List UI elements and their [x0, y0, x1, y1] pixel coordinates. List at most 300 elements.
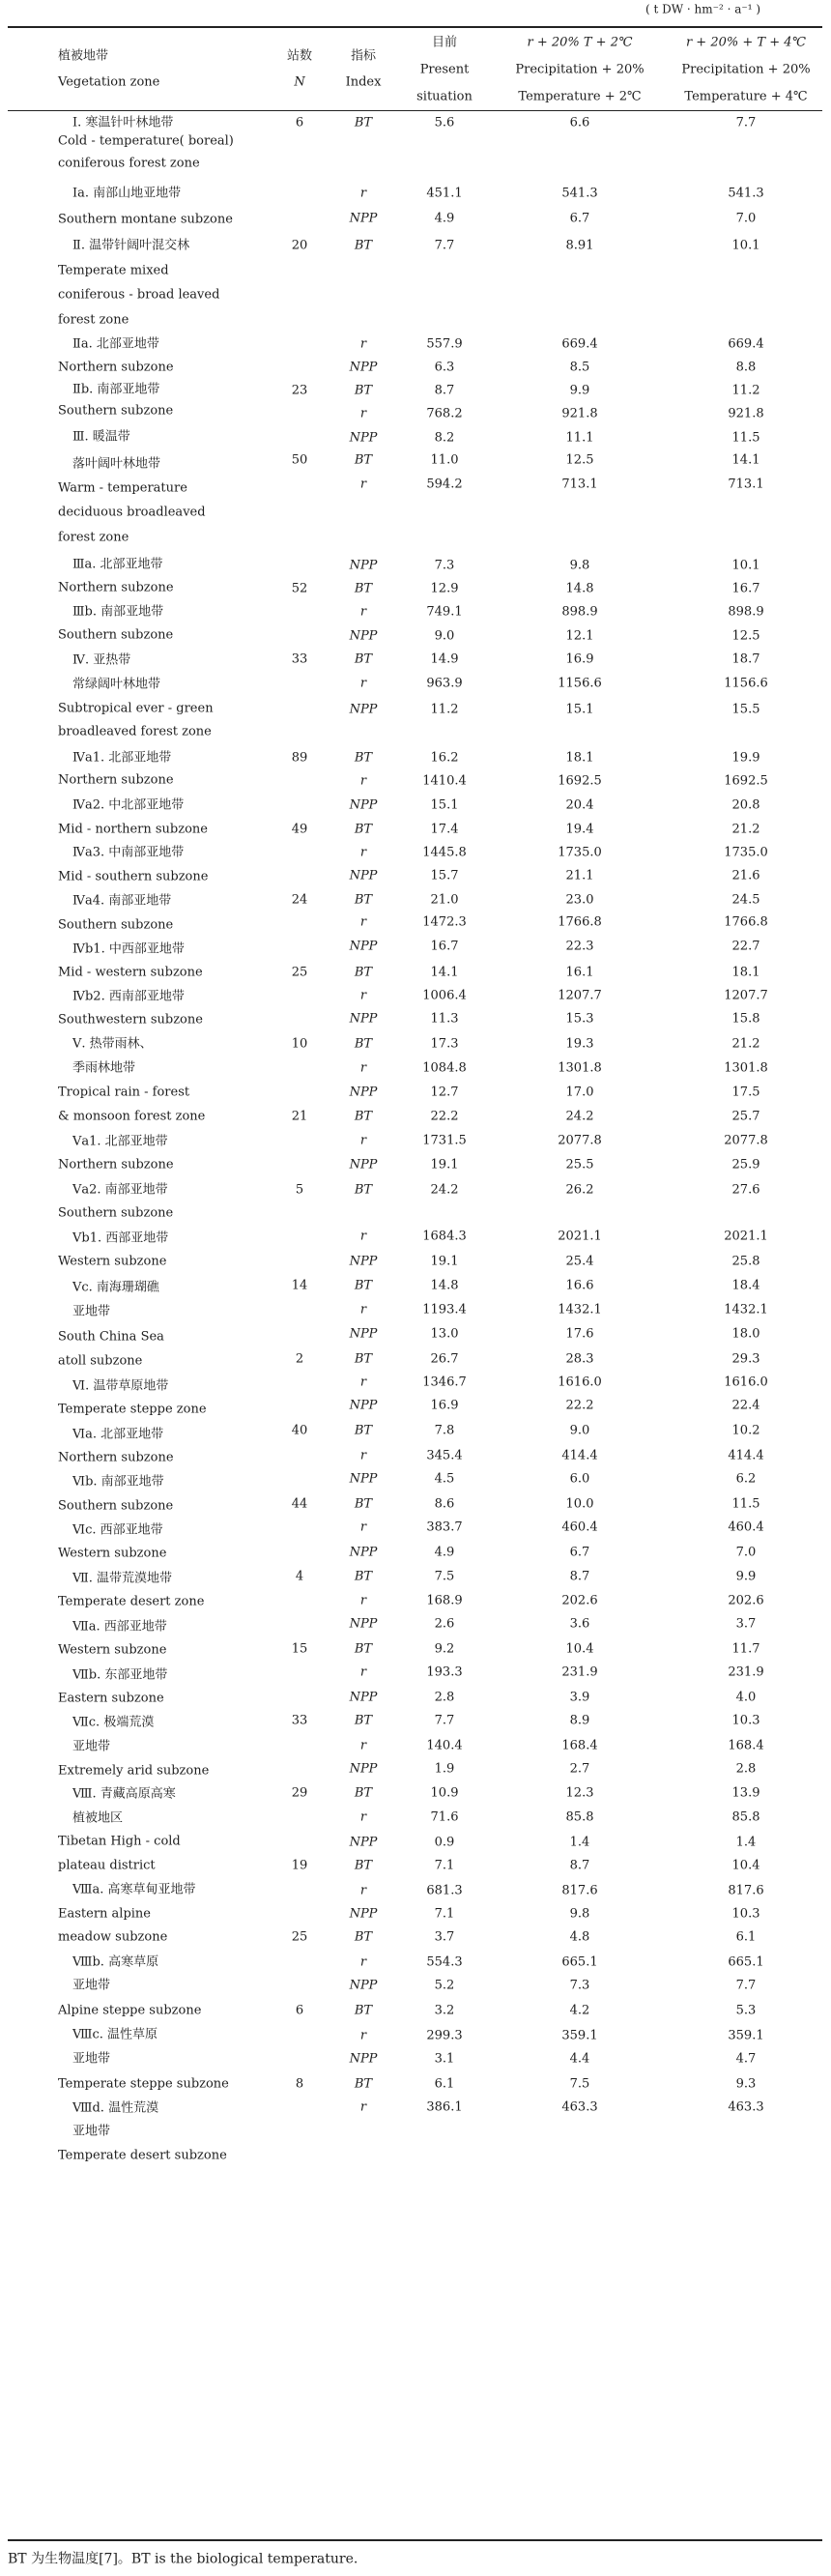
- scenario1-value: 17.6: [565, 1326, 594, 1342]
- scenario1-value: 21.1: [565, 868, 594, 883]
- index-name: NPP: [349, 1978, 378, 1993]
- scenario1-value: 12.5: [565, 452, 594, 468]
- scenario2-value: 3.7: [735, 1616, 757, 1632]
- scenario1-value: 9.0: [569, 1423, 590, 1438]
- index-name: BT: [354, 2076, 373, 2092]
- index-name: r: [359, 2099, 367, 2115]
- index-name: NPP: [349, 1906, 378, 1922]
- index-name: r: [359, 1593, 367, 1608]
- present-value: 11.3: [430, 1011, 459, 1027]
- zone-label: Ⅳa2. 中北部亚地带: [72, 797, 185, 813]
- present-value: 3.1: [434, 2051, 455, 2067]
- zone-label: Warm - temperature: [58, 480, 187, 496]
- table-top-rule: [8, 26, 822, 28]
- station-count: 10: [291, 1036, 308, 1052]
- present-value: 299.3: [426, 2028, 463, 2043]
- present-value: 383.7: [426, 1520, 463, 1535]
- scenario2-value: 5.3: [735, 2003, 757, 2018]
- scenario2-value: 817.6: [728, 1883, 764, 1898]
- header-scenario1-en-2: Temperature + 2℃: [518, 89, 642, 104]
- zone-label: Ⅵc. 西部亚地带: [72, 1522, 163, 1538]
- scenario2-value: 14.1: [731, 452, 760, 468]
- scenario1-value: 9.9: [569, 383, 590, 398]
- scenario2-value: 541.3: [728, 186, 764, 201]
- scenario1-value: 202.6: [561, 1593, 598, 1608]
- station-count: 6: [295, 115, 304, 130]
- zone-label: Eastern subzone: [58, 1691, 164, 1706]
- zone-label: 常绿阔叶林地带: [72, 677, 161, 692]
- scenario2-value: 10.3: [731, 1906, 760, 1922]
- zone-label: Temperate desert zone: [58, 1594, 205, 1609]
- present-value: 8.6: [434, 1496, 455, 1512]
- present-value: 9.2: [434, 1641, 455, 1657]
- present-value: 1731.5: [422, 1133, 467, 1148]
- index-name: r: [359, 914, 367, 930]
- index-name: r: [359, 773, 367, 789]
- scenario1-value: 19.4: [565, 822, 594, 837]
- present-value: 451.1: [426, 186, 463, 201]
- present-value: 8.7: [434, 383, 455, 398]
- present-value: 557.9: [426, 336, 463, 352]
- present-value: 2.8: [434, 1690, 455, 1705]
- index-name: BT: [354, 892, 373, 908]
- scenario1-value: 9.8: [569, 1906, 590, 1922]
- zone-label: Ⅴb1. 西部亚地带: [72, 1230, 169, 1246]
- scenario1-value: 25.4: [565, 1254, 594, 1269]
- station-count: 25: [291, 965, 308, 980]
- scenario2-value: 12.5: [731, 628, 760, 644]
- zone-label: Ⅲa. 北部亚地带: [72, 557, 163, 572]
- scenario1-value: 25.5: [565, 1157, 594, 1172]
- zone-label: Southwestern subzone: [58, 1012, 203, 1028]
- zone-label: Mid - southern subzone: [58, 869, 209, 884]
- station-count: 6: [295, 2003, 304, 2018]
- index-name: r: [359, 1883, 367, 1898]
- scenario1-value: 16.9: [565, 651, 594, 667]
- zone-label: Ⅲb. 南部亚地带: [72, 604, 164, 620]
- present-value: 16.9: [430, 1398, 459, 1413]
- scenario2-value: 7.7: [735, 115, 757, 130]
- scenario2-value: 15.5: [731, 702, 760, 717]
- scenario2-value: 1692.5: [724, 773, 768, 789]
- present-value: 19.1: [430, 1157, 459, 1172]
- index-name: NPP: [349, 1835, 378, 1850]
- zone-label: Mid - northern subzone: [58, 822, 208, 837]
- zone-label: forest zone: [58, 530, 129, 545]
- station-count: 44: [291, 1496, 308, 1512]
- scenario2-value: 7.0: [735, 211, 757, 226]
- zone-label: Ⅳa3. 中南部亚地带: [72, 845, 185, 860]
- scenario1-value: 168.4: [561, 1738, 598, 1753]
- zone-label: Northern subzone: [58, 1450, 174, 1465]
- scenario2-value: 19.9: [731, 750, 760, 766]
- index-name: BT: [354, 1182, 373, 1198]
- index-name: NPP: [349, 430, 378, 446]
- header-scenario2-formula: r + 20% + T + 4℃: [685, 35, 807, 50]
- zone-label: Ⅴa2. 南部亚地带: [72, 1182, 168, 1198]
- zone-label: Ⅰ. 寒温针叶林地带: [72, 115, 174, 130]
- scenario2-value: 414.4: [728, 1448, 764, 1463]
- present-value: 594.2: [426, 477, 463, 492]
- scenario2-value: 18.1: [731, 965, 760, 980]
- present-value: 963.9: [426, 676, 463, 691]
- index-name: BT: [354, 2003, 373, 2018]
- present-value: 3.7: [434, 1929, 455, 1945]
- scenario2-value: 13.9: [731, 1785, 760, 1801]
- header-scenario1-formula: r + 20% T + 2℃: [527, 35, 633, 50]
- index-name: BT: [354, 1496, 373, 1512]
- index-name: r: [359, 1229, 367, 1244]
- index-name: BT: [354, 822, 373, 837]
- header-stations-cn: 站数: [286, 48, 313, 64]
- index-name: r: [359, 1448, 367, 1463]
- present-value: 1346.7: [422, 1375, 467, 1390]
- zone-label: Eastern alpine: [58, 1906, 152, 1922]
- present-value: 7.1: [434, 1858, 455, 1873]
- header-rule: [8, 110, 822, 111]
- scenario1-value: 665.1: [561, 1954, 598, 1970]
- present-value: 15.7: [430, 868, 459, 883]
- zone-label: Ⅶc. 极端荒漠: [72, 1715, 155, 1730]
- scenario2-value: 85.8: [731, 1809, 760, 1825]
- present-value: 554.3: [426, 1954, 463, 1970]
- zone-label: Tibetan High - cold: [58, 1834, 181, 1849]
- present-value: 14.1: [430, 965, 459, 980]
- station-count: 5: [295, 1182, 304, 1198]
- index-name: r: [359, 988, 367, 1003]
- present-value: 10.9: [430, 1785, 459, 1801]
- present-value: 8.2: [434, 430, 455, 446]
- present-value: 7.8: [434, 1423, 455, 1438]
- present-value: 193.3: [426, 1664, 463, 1680]
- scenario1-value: 8.91: [565, 238, 594, 253]
- scenario2-value: 2.8: [735, 1761, 757, 1777]
- zone-label: Ⅰa. 南部山地亚地带: [72, 186, 182, 201]
- index-name: BT: [354, 1929, 373, 1945]
- scenario2-value: 665.1: [728, 1954, 764, 1970]
- zone-label: Ⅳb2. 西南部亚地带: [72, 989, 185, 1004]
- zone-label: Ⅵa. 北部亚地带: [72, 1427, 164, 1442]
- zone-label: Ⅵ. 温带草原地带: [72, 1378, 169, 1394]
- zone-label: Ⅷb. 高寒草原: [72, 1954, 159, 1970]
- scenario1-value: 12.3: [565, 1785, 594, 1801]
- scenario1-value: 460.4: [561, 1520, 598, 1535]
- present-value: 1084.8: [422, 1060, 467, 1076]
- scenario1-value: 6.6: [569, 115, 590, 130]
- index-name: BT: [354, 452, 373, 468]
- scenario1-value: 15.1: [565, 702, 594, 717]
- scenario2-value: 20.8: [731, 797, 760, 813]
- scenario1-value: 898.9: [561, 604, 598, 620]
- scenario1-value: 17.0: [565, 1085, 594, 1100]
- index-name: r: [359, 676, 367, 691]
- present-value: 4.9: [434, 211, 455, 226]
- header-scenario1-en-1: Precipitation + 20%: [515, 62, 645, 77]
- scenario1-value: 4.2: [569, 2003, 590, 2018]
- header-zone-en: Vegetation zone: [58, 74, 160, 90]
- scenario2-value: 10.4: [731, 1858, 760, 1873]
- present-value: 4.9: [434, 1545, 455, 1560]
- index-name: r: [359, 2028, 367, 2043]
- scenario1-value: 921.8: [561, 406, 598, 421]
- present-value: 12.9: [430, 581, 459, 596]
- scenario1-value: 1301.8: [558, 1060, 602, 1076]
- present-value: 6.1: [434, 2076, 455, 2092]
- zone-label: Northern subzone: [58, 1157, 174, 1172]
- scenario2-value: 8.8: [735, 360, 757, 375]
- index-name: BT: [354, 750, 373, 766]
- station-count: 29: [291, 1785, 308, 1801]
- index-name: BT: [354, 1858, 373, 1873]
- header-present-en-2: situation: [416, 89, 473, 104]
- scenario1-value: 2.7: [569, 1761, 590, 1777]
- index-name: r: [359, 845, 367, 860]
- station-count: 21: [291, 1109, 308, 1124]
- scenario2-value: 1156.6: [724, 676, 768, 691]
- scenario2-value: 21.2: [731, 1036, 760, 1052]
- zone-label: Ⅴ. 热带雨林、: [72, 1036, 153, 1052]
- present-value: 15.1: [430, 797, 459, 813]
- index-name: NPP: [349, 2051, 378, 2067]
- index-name: r: [359, 477, 367, 492]
- scenario2-value: 6.2: [735, 1471, 757, 1487]
- scenario2-value: 1301.8: [724, 1060, 768, 1076]
- zone-label: Ⅳa4. 南部亚地带: [72, 893, 172, 909]
- station-count: 33: [291, 1713, 308, 1728]
- zone-label: Temperate steppe zone: [58, 1402, 207, 1417]
- scenario1-value: 8.7: [569, 1858, 590, 1873]
- zone-label: Western subzone: [58, 1642, 167, 1658]
- scenario2-value: 18.0: [731, 1326, 760, 1342]
- scenario1-value: 2021.1: [558, 1229, 602, 1244]
- scenario1-value: 6.7: [569, 1545, 590, 1560]
- station-count: 25: [291, 1929, 308, 1945]
- scenario2-value: 1432.1: [724, 1302, 768, 1317]
- zone-label: 亚地带: [72, 1978, 111, 1993]
- scenario1-value: 6.0: [569, 1471, 590, 1487]
- index-name: BT: [354, 965, 373, 980]
- station-count: 4: [295, 1569, 304, 1584]
- scenario1-value: 7.5: [569, 2076, 590, 2092]
- present-value: 24.2: [430, 1182, 459, 1198]
- zone-label: Ⅳ. 亚热带: [72, 652, 131, 668]
- scenario2-value: 18.7: [731, 651, 760, 667]
- zone-label: Ⅷ. 青藏高原高寒: [72, 1786, 176, 1802]
- scenario1-value: 4.4: [569, 2051, 590, 2067]
- scenario1-value: 1432.1: [558, 1302, 602, 1317]
- present-value: 11.0: [430, 452, 459, 468]
- zone-label: forest zone: [58, 312, 129, 328]
- index-name: BT: [354, 1423, 373, 1438]
- present-value: 14.8: [430, 1278, 459, 1293]
- zone-label: Northern subzone: [58, 580, 174, 595]
- station-count: 49: [291, 822, 308, 837]
- station-count: 2: [295, 1351, 304, 1367]
- scenario2-value: 7.7: [735, 1978, 757, 1993]
- zone-label: Ⅶ. 温带荒漠地带: [72, 1571, 173, 1586]
- zone-label: Ⅶa. 西部亚地带: [72, 1619, 167, 1635]
- present-value: 17.4: [430, 822, 459, 837]
- index-name: r: [359, 1738, 367, 1753]
- scenario1-value: 9.8: [569, 558, 590, 573]
- scenario1-value: 10.0: [565, 1496, 594, 1512]
- present-value: 5.2: [434, 1978, 455, 1993]
- index-name: r: [359, 186, 367, 201]
- present-value: 3.2: [434, 2003, 455, 2018]
- scenario2-value: 2077.8: [724, 1133, 768, 1148]
- zone-label: 亚地带: [72, 2124, 111, 2139]
- zone-label: Southern subzone: [58, 627, 174, 643]
- index-name: BT: [354, 383, 373, 398]
- zone-label: 落叶阔叶林地带: [72, 456, 161, 472]
- zone-label: 亚地带: [72, 2051, 111, 2067]
- scenario1-value: 28.3: [565, 1351, 594, 1367]
- scenario2-value: 10.3: [731, 1713, 760, 1728]
- scenario2-value: 24.5: [731, 892, 760, 908]
- zone-label: Western subzone: [58, 1254, 167, 1269]
- present-value: 26.7: [430, 1351, 459, 1367]
- present-value: 7.7: [434, 1713, 455, 1728]
- present-value: 7.3: [434, 558, 455, 573]
- index-name: NPP: [349, 939, 378, 954]
- index-name: r: [359, 1520, 367, 1535]
- station-count: 23: [291, 383, 308, 398]
- present-value: 0.9: [434, 1835, 455, 1850]
- scenario1-value: 2077.8: [558, 1133, 602, 1148]
- zone-label: Ⅳb1. 中西部亚地带: [72, 941, 185, 957]
- header-scenario2-en-2: Temperature + 4℃: [684, 89, 808, 104]
- index-name: r: [359, 1954, 367, 1970]
- scenario2-value: 18.4: [731, 1278, 760, 1293]
- zone-label: Ⅱ. 温带针阔叶混交林: [72, 238, 190, 253]
- scenario2-value: 11.2: [731, 383, 760, 398]
- index-name: BT: [354, 1036, 373, 1052]
- present-value: 168.9: [426, 1593, 463, 1608]
- zone-label: Temperate desert subzone: [58, 2148, 227, 2163]
- scenario1-value: 10.4: [565, 1641, 594, 1657]
- zone-label: Temperate mixed: [58, 263, 169, 278]
- scenario2-value: 202.6: [728, 1593, 764, 1608]
- scenario1-value: 6.7: [569, 211, 590, 226]
- station-count: 15: [291, 1641, 308, 1657]
- present-value: 2.6: [434, 1616, 455, 1632]
- scenario2-value: 168.4: [728, 1738, 764, 1753]
- scenario1-value: 7.3: [569, 1978, 590, 1993]
- present-value: 749.1: [426, 604, 463, 620]
- scenario2-value: 10.1: [731, 558, 760, 573]
- index-name: NPP: [349, 558, 378, 573]
- scenario1-value: 24.2: [565, 1109, 594, 1124]
- present-value: 1684.3: [422, 1229, 467, 1244]
- station-count: 19: [291, 1858, 308, 1873]
- index-name: NPP: [349, 360, 378, 375]
- zone-label: South China Sea: [58, 1329, 164, 1345]
- scenario1-value: 541.3: [561, 186, 598, 201]
- present-value: 12.7: [430, 1085, 459, 1100]
- scenario2-value: 25.7: [731, 1109, 760, 1124]
- scenario2-value: 1735.0: [724, 845, 768, 860]
- zone-label: Southern subzone: [58, 403, 174, 419]
- zone-label: Ⅳa1. 北部亚地带: [72, 750, 172, 766]
- scenario1-value: 1156.6: [558, 676, 602, 691]
- scenario2-value: 4.0: [735, 1690, 757, 1705]
- header-present-cn: 目前: [431, 35, 458, 50]
- scenario1-value: 23.0: [565, 892, 594, 908]
- index-name: BT: [354, 1785, 373, 1801]
- scenario1-value: 14.8: [565, 581, 594, 596]
- scenario2-value: 11.7: [731, 1641, 760, 1657]
- header-stations-symbol: N: [294, 74, 305, 90]
- footnote: BT 为生物温度[7]。BT is the biological temperature.: [8, 2551, 358, 2567]
- scenario2-value: 22.7: [731, 939, 760, 954]
- zone-label: Ⅱa. 北部亚地带: [72, 336, 159, 352]
- zone-label: 亚地带: [72, 1739, 111, 1754]
- present-value: 681.3: [426, 1883, 463, 1898]
- scenario2-value: 669.4: [728, 336, 764, 352]
- index-name: NPP: [349, 628, 378, 644]
- scenario1-value: 1735.0: [558, 845, 602, 860]
- scenario1-value: 1692.5: [558, 773, 602, 789]
- zone-label: Western subzone: [58, 1546, 167, 1561]
- present-value: 71.6: [430, 1809, 459, 1825]
- present-value: 17.3: [430, 1036, 459, 1052]
- zone-label: Cold - temperature( boreal): [58, 133, 234, 149]
- present-value: 1445.8: [422, 845, 467, 860]
- zone-label: 季雨林地带: [72, 1060, 136, 1076]
- present-value: 11.2: [430, 702, 459, 717]
- present-value: 16.7: [430, 939, 459, 954]
- zone-label: Temperate steppe subzone: [58, 2076, 229, 2092]
- scenario2-value: 4.7: [735, 2051, 757, 2067]
- station-count: 14: [291, 1278, 308, 1293]
- index-name: BT: [354, 238, 373, 253]
- unit-label: ( t DW · hm⁻² · a⁻¹ ): [645, 2, 761, 16]
- index-name: r: [359, 336, 367, 352]
- header-present-en-1: Present: [419, 62, 470, 77]
- scenario1-value: 1207.7: [558, 988, 602, 1003]
- index-name: r: [359, 406, 367, 421]
- zone-label: 亚地带: [72, 1304, 111, 1319]
- present-value: 768.2: [426, 406, 463, 421]
- scenario2-value: 6.1: [735, 1929, 757, 1945]
- scenario1-value: 414.4: [561, 1448, 598, 1463]
- index-name: NPP: [349, 1398, 378, 1413]
- scenario2-value: 7.0: [735, 1545, 757, 1560]
- index-name: NPP: [349, 1690, 378, 1705]
- station-count: 89: [291, 750, 308, 766]
- scenario2-value: 231.9: [728, 1664, 764, 1680]
- zone-label: Ⅲ. 暖温带: [72, 429, 130, 445]
- scenario2-value: 9.9: [735, 1569, 757, 1584]
- present-value: 16.2: [430, 750, 459, 766]
- zone-label: Ⅶb. 东部亚地带: [72, 1667, 168, 1683]
- scenario1-value: 12.1: [565, 628, 594, 644]
- present-value: 1006.4: [422, 988, 467, 1003]
- scenario2-value: 1207.7: [724, 988, 768, 1003]
- zone-label: Ⅵb. 南部亚地带: [72, 1474, 164, 1490]
- present-value: 19.1: [430, 1254, 459, 1269]
- scenario1-value: 85.8: [565, 1809, 594, 1825]
- index-name: r: [359, 1664, 367, 1680]
- present-value: 7.1: [434, 1906, 455, 1922]
- present-value: 22.2: [430, 1109, 459, 1124]
- scenario1-value: 8.9: [569, 1713, 590, 1728]
- scenario2-value: 27.6: [731, 1182, 760, 1198]
- zone-label: Southern subzone: [58, 917, 174, 933]
- zone-label: deciduous broadleaved: [58, 505, 206, 520]
- present-value: 21.0: [430, 892, 459, 908]
- present-value: 1472.3: [422, 914, 467, 930]
